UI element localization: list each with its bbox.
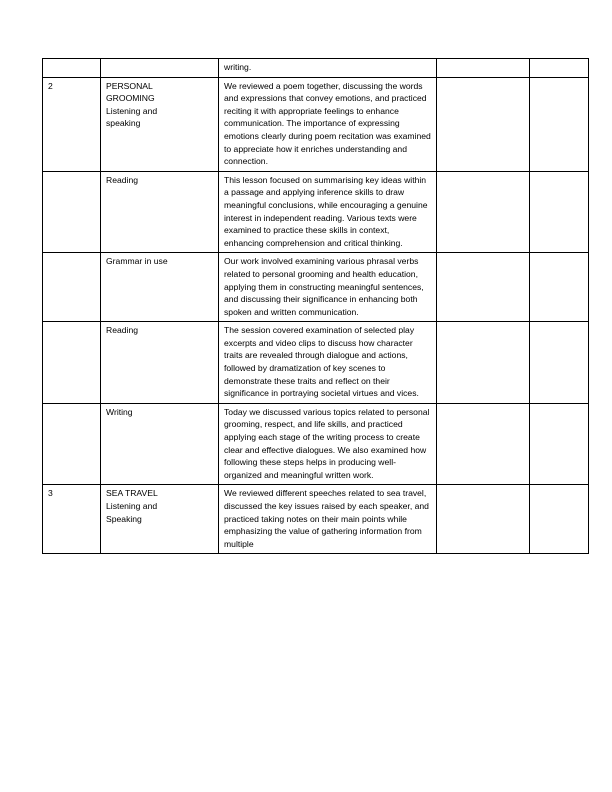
topic-line: Reading xyxy=(106,325,139,336)
empty-cell xyxy=(530,253,589,322)
week-cell xyxy=(43,253,101,322)
topic-line: Reading xyxy=(106,174,139,185)
topic-cell xyxy=(101,253,219,322)
week-cell xyxy=(43,171,101,253)
description-cell: This lesson focused on summarising key ideas within a passage and applying inference skills to draw meaningful conclusions, while encouraging a genuine interest in independent reading. Various texts were examined to practice these skills in context, enhancing comprehension and critical thinking. xyxy=(219,171,437,253)
empty-cell xyxy=(530,171,589,253)
week-cell: 3 xyxy=(43,485,101,554)
empty-cell xyxy=(437,322,530,404)
table-row xyxy=(43,485,589,554)
description-cell: We reviewed a poem together, discussing the words and expressions that convey emotions, and practiced reciting it with appropriate feelings to enhance communication. The importance of expressing emotions clearly during poem recitation was examined to appreciate how it enriches understanding and connection. xyxy=(219,77,437,171)
topic-cell xyxy=(101,403,219,485)
scheme-of-work-table xyxy=(42,58,589,554)
topic-line: Grammar in use xyxy=(106,256,168,267)
empty-cell xyxy=(437,253,530,322)
table-row xyxy=(43,403,589,485)
description-cell: Today we discussed various topics related to personal grooming, respect, and life skills, and practiced applying each stage of the writing process to create clear and effective dialogues. We also examined how following these steps helps in producing well-organized and meaningful written work. xyxy=(219,403,437,485)
empty-cell xyxy=(530,322,589,404)
week-cell: 2 xyxy=(43,77,101,171)
empty-cell xyxy=(437,485,530,554)
topic-cell xyxy=(101,485,219,554)
empty-cell xyxy=(437,403,530,485)
week-cell xyxy=(43,403,101,485)
topic-line: PERSONAL xyxy=(106,80,153,91)
topic-line: Listening and xyxy=(106,105,158,116)
week-cell xyxy=(43,59,101,78)
topic-line: speaking xyxy=(106,118,141,129)
empty-cell xyxy=(437,77,530,171)
topic-line: Speaking xyxy=(106,513,142,524)
description-cell: writing. xyxy=(219,59,437,78)
topic-line: Listening and xyxy=(106,501,158,511)
week-cell xyxy=(43,322,101,404)
topic-cell xyxy=(101,171,219,253)
table-row xyxy=(43,171,589,253)
topic-cell xyxy=(101,77,219,171)
topic-line: Writing xyxy=(106,406,133,417)
empty-cell xyxy=(530,485,589,554)
topic-line: GROOMING xyxy=(106,93,155,104)
table-row xyxy=(43,322,589,404)
topic-line: SEA TRAVEL xyxy=(106,488,158,499)
empty-cell xyxy=(530,403,589,485)
description-cell: The session covered examination of selected play excerpts and video clips to discuss how character traits are revealed through dialogue and actions, followed by dramatization of key scenes to demonstrate these traits and reflect on their significance in portraying societal virtues and vices. xyxy=(219,322,437,404)
topic-cell xyxy=(101,322,219,404)
topic-cell xyxy=(101,59,219,78)
description-cell: Our work involved examining various phrasal verbs related to personal grooming and health education, applying them in constructing meaningful sentences, and discussing their significance in enhancing both spoken and written communication. xyxy=(219,253,437,322)
empty-cell xyxy=(530,59,589,78)
empty-cell xyxy=(530,77,589,171)
table-row xyxy=(43,59,589,78)
table-row xyxy=(43,253,589,322)
table-row xyxy=(43,77,589,171)
description-cell: We reviewed different speeches related to sea travel, discussed the key issues raised by each speaker, and practiced taking notes on their main points while emphasizing the value of gathering information from multiple xyxy=(219,485,437,554)
empty-cell xyxy=(437,59,530,78)
empty-cell xyxy=(437,171,530,253)
